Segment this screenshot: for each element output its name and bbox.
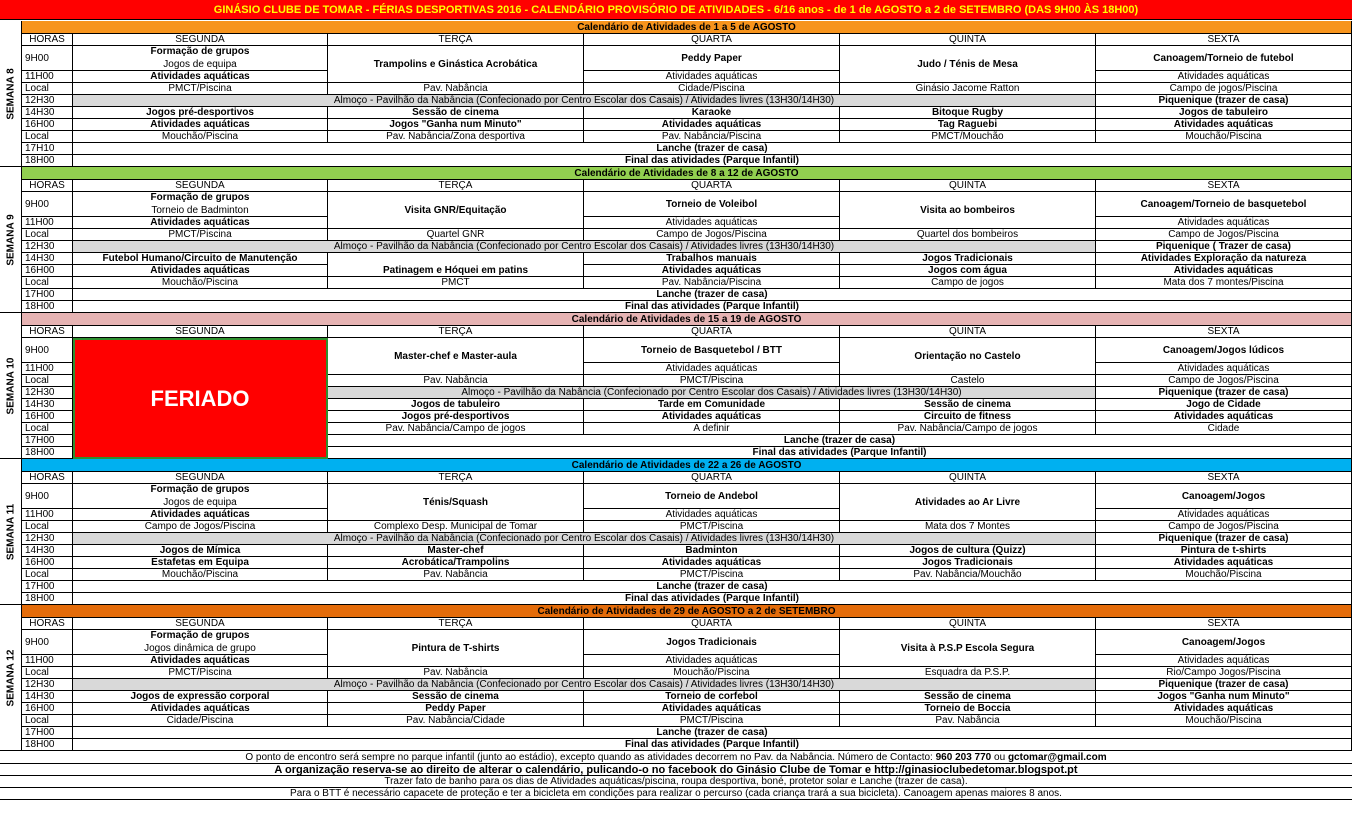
activity-cell: Tag Raguebi [840,119,1096,131]
location-cell: Mouchão/Piscina [73,131,328,143]
activity-cell: Atividades aquáticas [73,655,328,667]
week-title: Calendário de Atividades de 8 a 12 de AGOSTO [22,167,1352,180]
hour-cell: Local [22,131,73,143]
hour-cell: Local [22,423,73,435]
column-header: QUARTA [584,326,840,338]
lunch-cell: Almoço - Pavilhão da Nabância (Confecionado por Centro Escolar dos Casais) / Atividades livres (13H30/14H30) [73,533,1096,545]
hour-cell: 11H00 [22,71,73,83]
location-cell: Castelo [840,375,1096,387]
activity-cell: Formação de grupos [73,192,328,217]
activity-cell: Atividades aquáticas [73,119,328,131]
picnic-cell: Piquenique (trazer de casa) [1096,95,1352,107]
location-cell: Ginásio Jacome Ratton [840,83,1096,95]
location-cell: Esquadra da P.S.P. [840,667,1096,679]
end-of-day-cell: Final das atividades (Parque Infantil) [73,593,1352,605]
activity-cell: Atividades aquáticas [1096,265,1352,277]
end-of-day-cell: Final das atividades (Parque Infantil) [73,301,1352,313]
activity-cell: Orientação no Castelo [840,338,1096,375]
hour-cell: 12H30 [22,387,73,399]
activity-cell: Ténis/Squash [328,484,584,521]
activity-cell: Judo / Ténis de Mesa [840,46,1096,83]
activity-cell: Jogo de Cidade [1096,399,1352,411]
location-cell: Pav. Nabância/Piscina [584,131,840,143]
activity-cell: Jogos Tradicionais [584,630,840,655]
activity-cell: Jogos Tradicionais [840,253,1096,265]
column-header: SEGUNDA [73,472,328,484]
column-header: QUARTA [584,618,840,630]
location-cell: Pav. Nabância/Campo de jogos [840,423,1096,435]
column-header: QUINTA [840,180,1096,192]
hour-cell: 12H30 [22,533,73,545]
hour-cell: 17H00 [22,435,73,447]
activity-cell: Atividades aquáticas [73,509,328,521]
hour-cell: 18H00 [22,739,73,751]
activity-cell: Atividades Exploração da natureza [1096,253,1352,265]
hour-cell: 18H00 [22,155,73,167]
column-header: SEGUNDA [73,326,328,338]
footer-or: ou [994,752,1006,763]
location-cell: Campo de Jogos/Piscina [1096,229,1352,241]
week-title: Calendário de Atividades de 29 de AGOSTO a 2 de SETEMBRO [22,605,1352,618]
activity-cell: Atividades aquáticas [1096,71,1352,83]
activity-cell: Tarde em Comunidade [584,399,840,411]
location-cell: PMCT/Piscina [73,83,328,95]
location-cell: PMCT/Piscina [584,375,840,387]
activity-cell: Bitoque Rugby [840,107,1096,119]
hour-cell: Local [22,521,73,533]
week-title: Calendário de Atividades de 15 a 19 de AGOSTO [22,313,1352,326]
activity-cell: Atividades aquáticas [584,509,840,521]
hour-cell: 9H00 [22,484,73,509]
location-cell: Mouchão/Piscina [1096,131,1352,143]
column-header: TERÇA [328,472,584,484]
column-header: TERÇA [328,34,584,46]
location-cell: Quartel dos bombeiros [840,229,1096,241]
picnic-cell: Piquenique (trazer de casa) [1096,533,1352,545]
lunch-cell: Almoço - Pavilhão da Nabância (Confecionado por Centro Escolar dos Casais) / Atividades livres (13H30/14H30) [73,241,1096,253]
hour-cell: 17H00 [22,289,73,301]
activity-cell: Jogos de cultura (Quizz) [840,545,1096,557]
hour-cell: 18H00 [22,593,73,605]
activity-cell: Canoagem/Torneio de futebol [1096,46,1352,71]
activity-cell: Atividades aquáticas [584,655,840,667]
snack-cell: Lanche (trazer de casa) [73,289,1352,301]
location-cell: PMCT/Piscina [584,569,840,581]
column-header: SEXTA [1096,180,1352,192]
lunch-cell: Almoço - Pavilhão da Nabância (Confecionado por Centro Escolar dos Casais) / Atividades livres (13H30/14H30) [328,387,1096,399]
activity-cell: Atividades aquáticas [584,265,840,277]
column-header: QUINTA [840,618,1096,630]
location-cell: A definir [584,423,840,435]
hour-cell: 18H00 [22,447,73,459]
hour-cell: 11H00 [22,363,73,375]
column-header: SEGUNDA [73,180,328,192]
activity-cell: Formação de grupos [73,484,328,509]
picnic-cell: Piquenique ( Trazer de casa) [1096,241,1352,253]
hour-cell: Local [22,667,73,679]
location-cell: PMCT/Mouchão [840,131,1096,143]
location-cell: Campo de jogos [840,277,1096,289]
end-of-day-cell: Final das atividades (Parque Infantil) [73,739,1352,751]
activity-cell: Atividades ao Ar Livre [840,484,1096,521]
footer [0,752,1352,800]
column-header: TERÇA [328,618,584,630]
activity-cell: Estafetas em Equipa [73,557,328,569]
location-cell: PMCT/Piscina [584,521,840,533]
location-cell: Complexo Desp. Municipal de Tomar [328,521,584,533]
location-cell: PMCT [328,277,584,289]
activity-cell: Sessão de cinema [840,399,1096,411]
footer-btt-note: Para o BTT é necessário capacete de proteção e ter a bicicleta em condições para realizar o percurso (cada criança trará a sua bicicleta). Canoagem apenas maiores 8 anos. [0,788,1352,800]
hour-cell: 9H00 [22,338,73,363]
location-cell: Pav. Nabância/Piscina [584,277,840,289]
week-label [0,167,22,312]
location-cell: Pav. Nabância [328,83,584,95]
picnic-cell: Piquenique (trazer de casa) [1096,679,1352,691]
activity-cell: Acrobática/Trampolins [328,557,584,569]
activity-cell: Atividades aquáticas [584,71,840,83]
footer-bring-note: Trazer fato de banho para os dias de Atividades aquáticas/piscina, roupa desportiva, boné, protetor solar e Lanche (trazer de casa). [0,776,1352,788]
activity-subtitle: Jogos dinâmica de grupo [73,630,328,655]
activity-cell: Peddy Paper [584,46,840,71]
column-header: HORAS [22,326,73,338]
column-header: QUARTA [584,180,840,192]
end-of-day-cell: Final das atividades (Parque Infantil) [328,447,1352,459]
location-cell: Campo de Jogos/Piscina [1096,521,1352,533]
hour-cell: 12H30 [22,95,73,107]
location-cell: Pav. Nabância/Cidade [328,715,584,727]
page-title: GINÁSIO CLUBE DE TOMAR - FÉRIAS DESPORTIVAS 2016 - CALENDÁRIO PROVISÓRIO DE ATIVIDADES - 6/16 anos - de 1 de AGOSTO a 2 de SETEMBRO (DAS 9H00 ÀS 18H00) [0,0,1352,20]
activity-cell: Sessão de cinema [840,691,1096,703]
activity-cell: Atividades aquáticas [73,71,328,83]
activity-cell: Atividades aquáticas [73,265,328,277]
hour-cell: 11H00 [22,217,73,229]
activity-cell: Jogos pré-desportivos [328,411,584,423]
hour-cell: 9H00 [22,192,73,217]
hour-cell: 9H00 [22,46,73,71]
week-block [0,313,1352,459]
location-cell: Pav. Nabância/Mouchão [840,569,1096,581]
footer-meeting-point [0,752,1352,764]
activity-cell: Pintura de T-shirts [328,630,584,667]
activity-cell: Formação de grupos [73,630,328,655]
column-header: TERÇA [328,326,584,338]
hour-cell: 18H00 [22,301,73,313]
activity-cell: Atividades aquáticas [1096,119,1352,131]
location-cell: Pav. Nabância [840,715,1096,727]
activity-cell: Visita ao bombeiros [840,192,1096,229]
location-cell: PMCT/Piscina [73,229,328,241]
snack-cell: Lanche (trazer de casa) [73,581,1352,593]
column-header: HORAS [22,34,73,46]
hour-cell: 16H00 [22,265,73,277]
location-cell: Campo de jogos/Piscina [1096,83,1352,95]
hour-cell: 16H00 [22,411,73,423]
activity-cell: Canoagem/Jogos [1096,630,1352,655]
activity-cell: Badminton [584,545,840,557]
hour-cell: Local [22,715,73,727]
activity-cell: Atividades aquáticas [1096,703,1352,715]
week-label [0,21,22,166]
week-label-text: SEMANA 8 [5,67,16,120]
activity-cell: Torneio de Voleibol [584,192,840,217]
snack-cell: Lanche (trazer de casa) [73,727,1352,739]
hour-cell: 9H00 [22,630,73,655]
activity-cell: Circuito de fitness [840,411,1096,423]
activity-cell: Canoagem/Jogos lúdicos [1096,338,1352,363]
week-block [0,459,1352,605]
hour-cell: Local [22,83,73,95]
column-header: QUARTA [584,472,840,484]
week-label [0,313,22,458]
column-header: QUARTA [584,34,840,46]
activity-cell: Atividades aquáticas [1096,557,1352,569]
activity-cell: Atividades aquáticas [1096,655,1352,667]
hour-cell: 14H30 [22,691,73,703]
activity-cell: Master-chef [328,545,584,557]
column-header: QUINTA [840,472,1096,484]
snack-cell: Lanche (trazer de casa) [328,435,1352,447]
week-label-text: SEMANA 9 [5,213,16,266]
hour-cell: 14H30 [22,399,73,411]
location-cell: Campo de Jogos/Piscina [73,521,328,533]
location-cell: Cidade [1096,423,1352,435]
location-cell: PMCT/Piscina [584,715,840,727]
activity-cell: Atividades aquáticas [73,703,328,715]
footer-organization-note: A organização reserva-se ao direito de alterar o calendário, pulicando-o no facebook do Ginásio Clube de Tomar e http://ginasioclubedetomar.blogspot.pt [0,764,1352,776]
activity-cell: Visita GNR/Equitação [328,192,584,229]
week-title: Calendário de Atividades de 1 a 5 de AGOSTO [22,21,1352,34]
activity-cell: Jogos de expressão corporal [73,691,328,703]
activity-cell: Atividades aquáticas [1096,509,1352,521]
hour-cell: 11H00 [22,655,73,667]
activity-cell: Peddy Paper [328,703,584,715]
location-cell: Pav. Nabância/Campo de jogos [328,423,584,435]
activity-cell: Visita à P.S.P Escola Segura [840,630,1096,667]
week-label [0,605,22,750]
week-title: Calendário de Atividades de 22 a 26 de AGOSTO [22,459,1352,472]
week-block [0,605,1352,751]
hour-cell: 14H30 [22,545,73,557]
activity-cell: Atividades aquáticas [73,217,328,229]
location-cell: Quartel GNR [328,229,584,241]
activity-cell: Jogos "Ganha num Minuto" [1096,691,1352,703]
hour-cell: 16H00 [22,557,73,569]
hour-cell: 17H10 [22,143,73,155]
column-header: SEXTA [1096,34,1352,46]
location-cell: Mouchão/Piscina [584,667,840,679]
location-cell: Pav. Nabância [328,569,584,581]
activity-cell: Atividades aquáticas [584,363,840,375]
location-cell: Pav. Nabância [328,375,584,387]
activity-cell: Canoagem/Torneio de basquetebol [1096,192,1352,217]
activity-cell: Sessão de cinema [328,691,584,703]
activity-cell: Pintura de t-shirts [1096,545,1352,557]
location-cell: Mouchão/Piscina [73,569,328,581]
hour-cell: 14H30 [22,107,73,119]
week-label-text: SEMANA 10 [5,357,16,414]
activity-cell: Atividades aquáticas [584,557,840,569]
hour-cell: Local [22,277,73,289]
activity-cell: Trampolins e Ginástica Acrobática [328,46,584,83]
week-block [0,21,1352,167]
activity-cell: Jogos Tradicionais [840,557,1096,569]
column-header: SEXTA [1096,326,1352,338]
activity-cell: Jogos "Ganha num Minuto" [328,119,584,131]
location-cell: Cidade/Piscina [73,715,328,727]
activity-cell: Atividades aquáticas [1096,217,1352,229]
activity-cell: Atividades aquáticas [1096,363,1352,375]
activity-cell: Atividades aquáticas [1096,411,1352,423]
picnic-cell: Piquenique (trazer de casa) [1096,387,1352,399]
footer-phone: 960 203 770 [935,752,992,763]
hour-cell: Local [22,569,73,581]
location-cell: Mouchão/Piscina [1096,715,1352,727]
activity-cell: Sessão de cinema [328,107,584,119]
activity-cell: Atividades aquáticas [584,411,840,423]
activity-subtitle: Jogos de equipa [73,46,328,71]
column-header: SEGUNDA [73,618,328,630]
column-header: HORAS [22,618,73,630]
activity-cell: Trabalhos manuais [584,253,840,265]
activity-cell: Futebol Humano/Circuito de Manutenção [73,253,328,265]
week-label-text: SEMANA 11 [5,503,16,560]
activity-cell: Torneio de corfebol [584,691,840,703]
location-cell: Pav. Nabância [328,667,584,679]
column-header: SEXTA [1096,472,1352,484]
hour-cell: 16H00 [22,119,73,131]
column-header: HORAS [22,472,73,484]
hour-cell: Local [22,375,73,387]
activity-cell: Jogos de Mímica [73,545,328,557]
column-header: QUINTA [840,34,1096,46]
location-cell: PMCT/Piscina [73,667,328,679]
activity-cell: Jogos de tabuleiro [1096,107,1352,119]
activity-cell: Canoagem/Jogos [1096,484,1352,509]
week-block [0,167,1352,313]
hour-cell: 11H00 [22,509,73,521]
activity-cell: Jogos de tabuleiro [328,399,584,411]
footer-meeting-text: O ponto de encontro será sempre no parque infantil (junto ao estádio), excepto quando as atividades decorrem no Pav. da Nabância. Número de Contacto: [245,752,933,763]
location-cell: Cidade/Piscina [584,83,840,95]
location-cell: Campo de Jogos/Piscina [584,229,840,241]
hour-cell: 12H30 [22,679,73,691]
activity-subtitle: Jogos de equipa [73,484,328,509]
activity-cell: Torneio de Andebol [584,484,840,509]
location-cell: Mouchão/Piscina [73,277,328,289]
location-cell: Mata dos 7 montes/Piscina [1096,277,1352,289]
column-header: SEGUNDA [73,34,328,46]
hour-cell: 16H00 [22,703,73,715]
lunch-cell: Almoço - Pavilhão da Nabância (Confecionado por Centro Escolar dos Casais) / Atividades livres (13H30/14H30) [73,679,1096,691]
location-cell: Mata dos 7 Montes [840,521,1096,533]
location-cell: Rio/Campo Jogos/Piscina [1096,667,1352,679]
column-header: SEXTA [1096,618,1352,630]
activity-cell: Torneio de Boccia [840,703,1096,715]
location-cell: Mouchão/Piscina [1096,569,1352,581]
column-header: HORAS [22,180,73,192]
activity-cell: Patinagem e Hóquei em patins [328,253,584,277]
activity-cell: Jogos pré-desportivos [73,107,328,119]
activity-cell: Torneio de Basquetebol / BTT [584,338,840,363]
end-of-day-cell: Final das atividades (Parque Infantil) [73,155,1352,167]
holiday-cell: FERIADO [73,338,328,459]
hour-cell: 17H00 [22,581,73,593]
location-cell: Pav. Nabância/Zona desportiva [328,131,584,143]
column-header: TERÇA [328,180,584,192]
location-cell: Campo de Jogos/Piscina [1096,375,1352,387]
activity-subtitle: Torneio de Badminton [73,192,328,217]
week-label-text: SEMANA 12 [5,649,16,706]
hour-cell: 14H30 [22,253,73,265]
hour-cell: 17H00 [22,727,73,739]
activity-cell: Atividades aquáticas [584,703,840,715]
snack-cell: Lanche (trazer de casa) [73,143,1352,155]
footer-email: gctomar@gmail.com [1007,752,1107,763]
column-header: QUINTA [840,326,1096,338]
activity-cell: Atividades aquáticas [584,217,840,229]
activity-cell: Formação de grupos [73,46,328,71]
hour-cell: Local [22,229,73,241]
activity-cell: Atividades aquáticas [584,119,840,131]
activity-cell: Master-chef e Master-aula [328,338,584,375]
week-label [0,459,22,604]
activity-cell: Jogos com água [840,265,1096,277]
activity-cell: Karaoke [584,107,840,119]
lunch-cell: Almoço - Pavilhão da Nabância (Confecionado por Centro Escolar dos Casais) / Atividades livres (13H30/14H30) [73,95,1096,107]
hour-cell: 12H30 [22,241,73,253]
